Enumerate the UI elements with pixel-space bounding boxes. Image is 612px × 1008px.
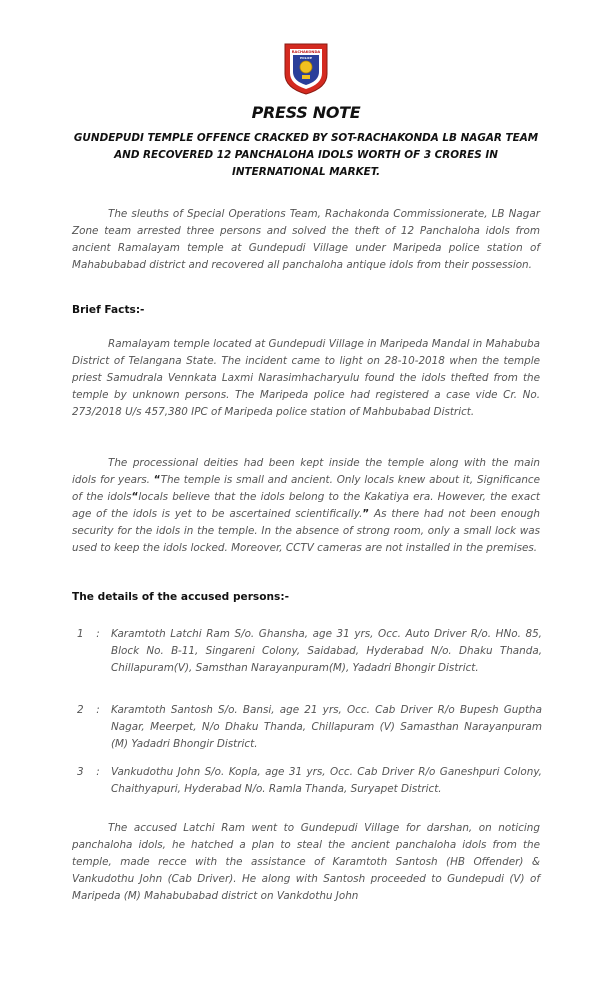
logo-text-mid: POLICE — [299, 56, 313, 60]
brief-facts-paragraph-2 — [72, 455, 540, 557]
brief-facts-heading: Brief Facts:- — [72, 304, 145, 316]
quote-open-mark: “ — [153, 474, 161, 486]
quote-open-mark-2: “ — [131, 491, 139, 503]
accused-details: Karamtoth Santosh S/o. Bansi, age 21 yrs, Occ. Cab Driver R/o Bupesh Guptha Nagar, Meerpet, N/o Dhaku Thanda, Chillapuram (V) Samasthan Narayanpuram (M) Yadadri Bhongir District. — [111, 704, 542, 750]
para2-part-d: As there had not been enough security for the idols in the temple. In the absence of strong room, only a small lock was used to keep the idols locked. Moreover, CCTV cameras are not installed in the premises. — [72, 508, 540, 554]
quote-close-mark: ” — [362, 508, 370, 520]
accused-colon: : — [96, 766, 100, 778]
brief-facts-paragraph-1: Ramalayam temple located at Gundepudi Village in Maripeda Mandal in Mahabuba District of Telangana State. The incident came to light on 28-10-2018 when the temple priest Samudrala Vennkata Laxmi Narasimhacharyulu found the idols thefted from the temple by unknown persons. The Maripeda police had registered a case vide Cr. No. 273/2018 U/s 457,380 IPC of Maripeda police station of Mahbubabad District. — [72, 338, 540, 418]
accused-number: 3 — [77, 766, 84, 778]
police-emblem-logo — [281, 40, 331, 96]
accused-heading: The details of the accused persons:- — [72, 591, 290, 603]
page-title: PRESS NOTE — [251, 103, 361, 122]
page-subtitle: GUNDEPUDI TEMPLE OFFENCE CRACKED BY SOT-RACHAKONDA LB NAGAR TEAM AND RECOVERED 12 PANCHALOHA IDOLS WORTH OF 3 CRORES IN INTERNATIONAL MARKET. — [73, 132, 539, 178]
para2-part-b: The temple is small and ancient. Only locals knew about it, Significance of the idols — [72, 474, 541, 503]
logo-text-top: RACHAKONDA — [291, 50, 321, 54]
accused-item-3 — [72, 764, 542, 798]
para2-part-c: locals believe that the idols belong to the Kakatiya era. However, the exact age of the idols is yet to be ascertained scientifically. — [72, 491, 540, 520]
accused-number: 1 — [77, 628, 84, 640]
accused-item-1 — [72, 626, 542, 677]
accused-colon: : — [96, 704, 100, 716]
accused-item-2 — [72, 702, 542, 753]
accused-details: Karamtoth Latchi Ram S/o. Ghansha, age 31 yrs, Occ. Auto Driver R/o. HNo. 85, Block No. B-11, Singareni Colony, Saidabad, Hyderabad N/o. Dhaku Thanda, Chillapuram(V), Samsthan Narayanpuram(M), Yadadri Bhongir District. — [111, 628, 542, 674]
para2-part-a: The processional deities had been kept inside the temple along with the main idols for years. — [72, 457, 540, 486]
closing-paragraph: The accused Latchi Ram went to Gundepudi Village for darshan, on noticing panchaloha idols, he hatched a plan to steal the ancient panchaloha idols from the temple, made recce with the assistance of Karamtoth Santosh (HB Offender) & Vankudothu John (Cab Driver). He along with Santosh proceeded to Gundepudi (V) of Maripeda (M) Mahabubabad district on Vankdothu John — [72, 822, 540, 902]
accused-number: 2 — [77, 704, 84, 716]
accused-colon: : — [96, 628, 100, 640]
accused-details: Vankudothu John S/o. Kopla, age 31 yrs, Occ. Cab Driver R/o Ganeshpuri Colony, Chaithyapuri, Hyderabad N/o. Ramla Thanda, Suryapet District. — [111, 766, 542, 795]
intro-paragraph: The sleuths of Special Operations Team, Rachakonda Commissionerate, LB Nagar Zone team arrested three persons and solved the theft of 12 Panchaloha idols from ancient Ramalayam temple at Gundepudi Village under Maripeda police station of Mahabubabad district and recovered all panchaloha antique idols from their possession. — [72, 208, 540, 271]
